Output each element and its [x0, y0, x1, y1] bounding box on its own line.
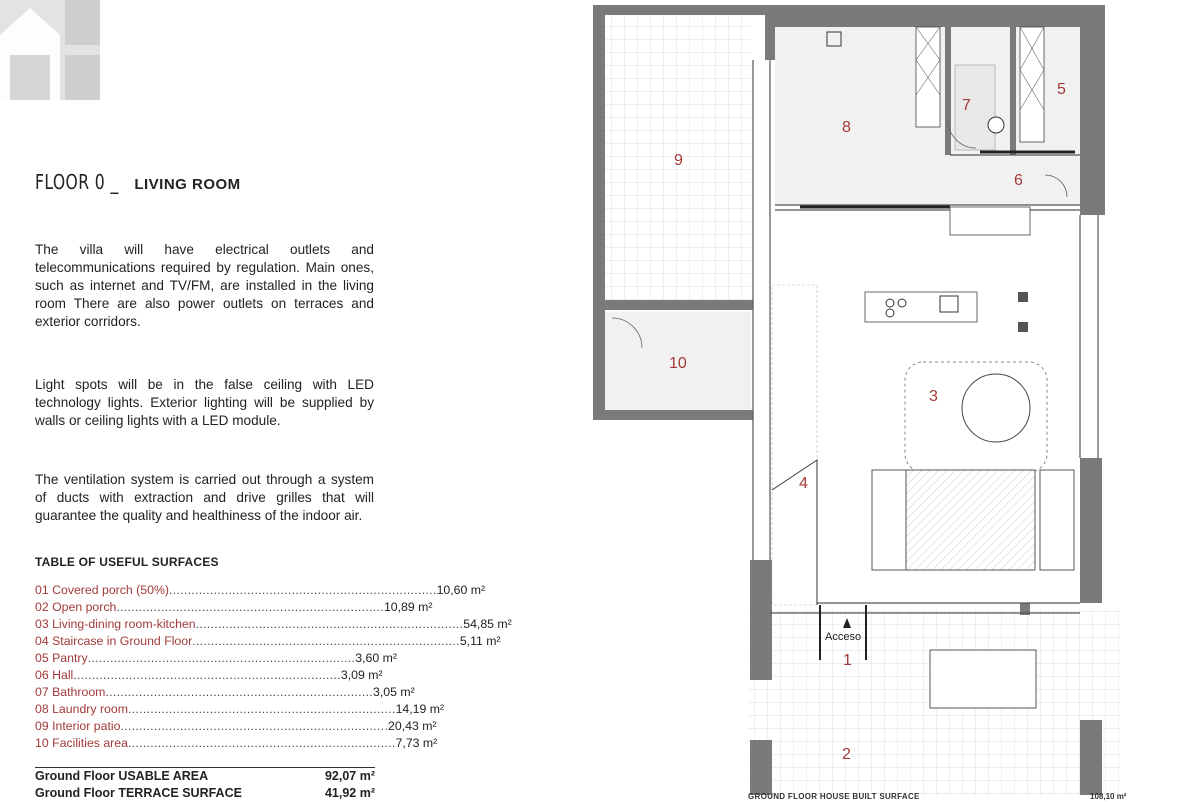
row-leader: ........................................................................ — [87, 651, 356, 665]
entrance-label: Acceso — [825, 631, 862, 643]
table-row — [35, 580, 486, 597]
room-subtitle: LIVING ROOM — [134, 176, 241, 193]
row-value: 10,60 m² — [436, 583, 486, 597]
row-leader: ........................................................................ — [192, 634, 460, 648]
room-number-5: 5 — [1057, 81, 1066, 98]
table-row — [35, 665, 383, 682]
table-row — [35, 699, 445, 716]
table-row — [35, 716, 437, 733]
total-value: 41,92 m² — [324, 786, 375, 800]
row-label: 06 Hall — [35, 668, 74, 682]
company-logo — [0, 0, 100, 100]
row-label: 08 Laundry room — [35, 702, 128, 716]
row-value: 5,11 m² — [459, 634, 501, 648]
description-electrical: The villa will have electrical outlets and telecommunications required by regulation. Main ones, such as internet and TV/FM, are installed in the living room There are also power outlets on terraces and exterior corridors. — [35, 242, 374, 329]
row-leader: ........................................................................ — [105, 685, 374, 699]
row-label: 10 Facilities area — [35, 736, 128, 750]
description-ventilation: The ventilation system is carried out through a system of ducts with extraction and drive grilles that will guarantee the quality and healthiness of the indoor air. — [35, 472, 374, 523]
table-row — [35, 631, 501, 648]
row-label: 02 Open porch — [35, 600, 117, 614]
row-label: 04 Staircase in Ground Floor — [35, 634, 193, 648]
room-number-8: 8 — [842, 119, 851, 136]
row-leader: ........................................................................ — [120, 719, 389, 733]
room-number-1: 1 — [843, 652, 852, 669]
total-row — [35, 785, 375, 802]
room-number-9: 9 — [674, 152, 683, 169]
table-row — [35, 614, 512, 631]
row-value: 3,09 m² — [340, 668, 383, 682]
table-row — [35, 597, 433, 614]
room-number-10: 10 — [669, 355, 687, 372]
room-number-6: 6 — [1014, 172, 1023, 189]
surfaces-table-title: TABLE OF USEFUL SURFACES — [35, 555, 219, 569]
total-label: Ground Floor USABLE AREA — [35, 769, 209, 783]
row-leader: ........................................................................ — [127, 702, 396, 716]
floor-title: FLOOR 0 _ — [35, 170, 119, 194]
total-row — [35, 768, 375, 785]
room-number-2: 2 — [842, 746, 851, 763]
table-row — [35, 733, 438, 750]
row-leader: ........................................................................ — [168, 583, 437, 597]
row-value: 10,89 m² — [383, 600, 433, 614]
built-surface-value: 108,10 m² — [1090, 792, 1127, 801]
row-value: 3,60 m² — [355, 651, 397, 665]
row-leader: ........................................................................ — [73, 668, 341, 682]
row-leader: ........................................................................ — [127, 736, 396, 750]
room-number-3: 3 — [929, 388, 938, 405]
row-value: 14,19 m² — [395, 702, 445, 716]
row-leader: ........................................................................ — [195, 617, 464, 631]
surfaces-totals — [35, 767, 375, 802]
row-leader: ........................................................................ — [116, 600, 384, 614]
row-label: 07 Bathroom — [35, 685, 106, 699]
room-number-4: 4 — [799, 475, 808, 492]
table-row — [35, 682, 415, 699]
row-value: 54,85 m² — [463, 617, 512, 631]
row-value: 3,05 m² — [373, 685, 415, 699]
table-row — [35, 648, 397, 665]
floor-plan — [570, 0, 1200, 800]
row-value: 7,73 m² — [395, 736, 438, 750]
row-label: 05 Pantry — [35, 651, 88, 665]
room-number-7: 7 — [962, 97, 971, 114]
total-label: Ground Floor TERRACE SURFACE — [35, 786, 242, 800]
description-lighting: Light spots will be in the false ceiling with LED technology lights. Exterior lighting will be supplied by walls or ceiling lights with a LED module. — [35, 377, 374, 428]
total-value: 92,07 m² — [324, 769, 375, 783]
surfaces-table — [35, 580, 512, 750]
row-label: 03 Living-dining room-kitchen — [35, 617, 196, 631]
built-surface-label: GROUND FLOOR HOUSE BUILT SURFACE — [748, 792, 920, 801]
section-heading — [35, 170, 375, 195]
row-label: 01 Covered porch (50%) — [35, 583, 169, 597]
row-value: 20,43 m² — [388, 719, 437, 733]
row-label: 09 Interior patio — [35, 719, 121, 733]
